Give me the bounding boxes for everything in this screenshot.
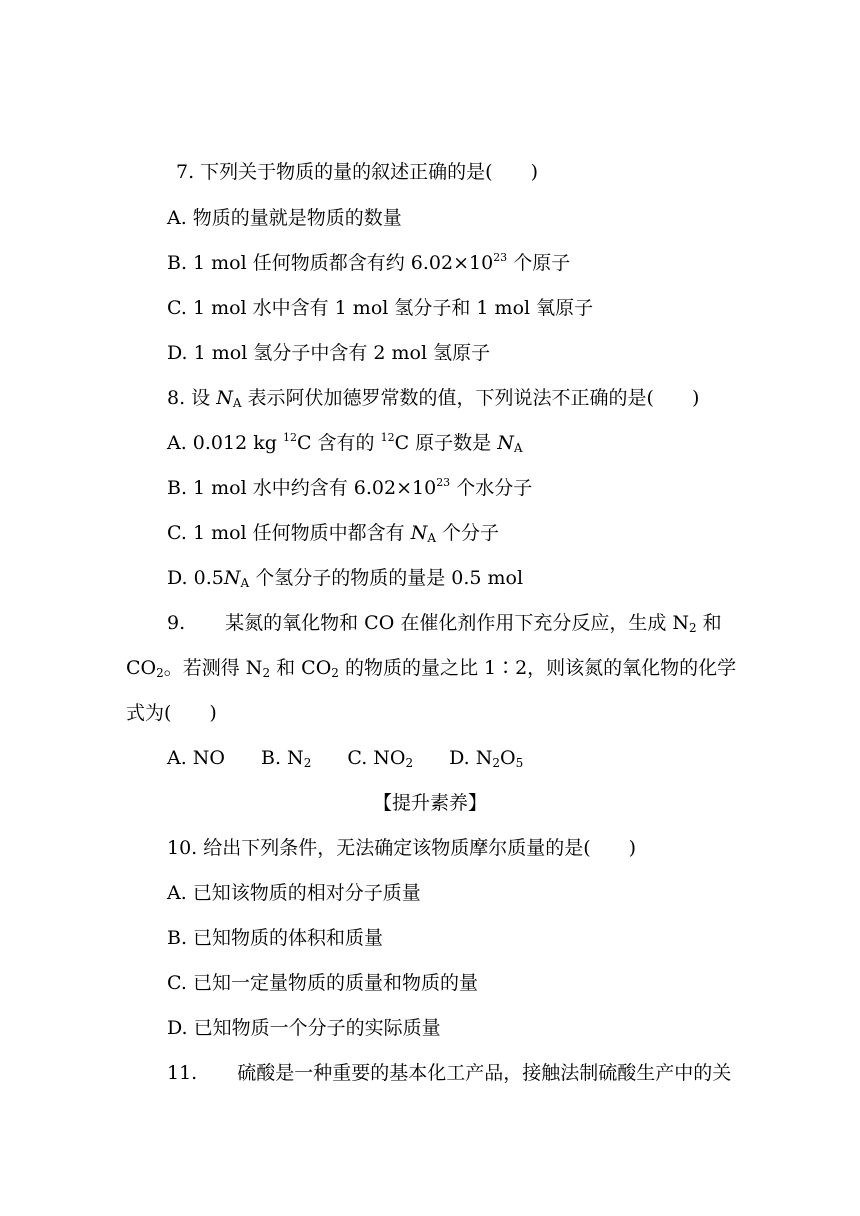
q8-option-b: B. 1 mol 水中约含有 $6.02\times 10^{23}$ 个水分子 <box>167 476 533 499</box>
q10-option-d: D. 已知物质一个分子的实际质量 <box>167 1017 441 1039</box>
q9-line-2: $CO_2$。若测得 $N_2$ 和 $CO_2$ 的物质的量之比 1∶2，则该氮的氧化物的化学 <box>126 657 737 680</box>
q10-option-c: C. 已知一定量物质的质量和物质的量 <box>167 972 478 994</box>
q7-option-d: D. 1 mol 氢分子中含有 2 mol 氢原子 <box>167 342 491 364</box>
section-heading: 【提升素养】 <box>372 792 487 814</box>
q11-line-1: 11. 硫酸是一种重要的基本化工产品，接触法制硫酸生产中的关 <box>167 1062 732 1084</box>
q8-option-a: A. 0.012 kg $^{12}$C 含有的 $^{12}$C 原子数是 $N_A$ <box>167 431 523 455</box>
q10-stem: 10. 给出下列条件，无法确定该物质摩尔质量的是( ) <box>167 837 637 859</box>
q7-option-b: B. 1 mol 任何物质都含有约 $6.02\times 10^{23}$ 个原子 <box>167 251 571 274</box>
q10-option-a: A. 已知该物质的相对分子质量 <box>167 882 421 904</box>
q7-stem: 7. 下列关于物质的量的叙述正确的是( ) <box>176 161 538 183</box>
q7-option-a: A. 物质的量就是物质的数量 <box>167 207 402 229</box>
q9-options: A. NO B. $N_2$ C. $NO_2$ D. $N_2O_5$ <box>167 747 524 770</box>
q7-option-c: C. 1 mol 水中含有 1 mol 氢分子和 1 mol 氧原子 <box>167 297 594 319</box>
q8-option-d: D. $0.5N_A$ 个氢分子的物质的量是 0.5 mol <box>167 567 524 590</box>
q8-option-c: C. 1 mol 任何物质中都含有 $N_A$ 个分子 <box>167 522 500 545</box>
q8-stem: 8. 设 $N_A$ 表示阿伏加德罗常数的值，下列说法不正确的是( ) <box>167 387 700 410</box>
q9-line-3: 式为( ) <box>126 702 217 724</box>
q9-line-1: 9. 某氮的氧化物和 CO 在催化剂作用下充分反应，生成 $N_2$ 和 <box>167 612 722 635</box>
q10-option-b: B. 已知物质的体积和质量 <box>167 927 384 949</box>
